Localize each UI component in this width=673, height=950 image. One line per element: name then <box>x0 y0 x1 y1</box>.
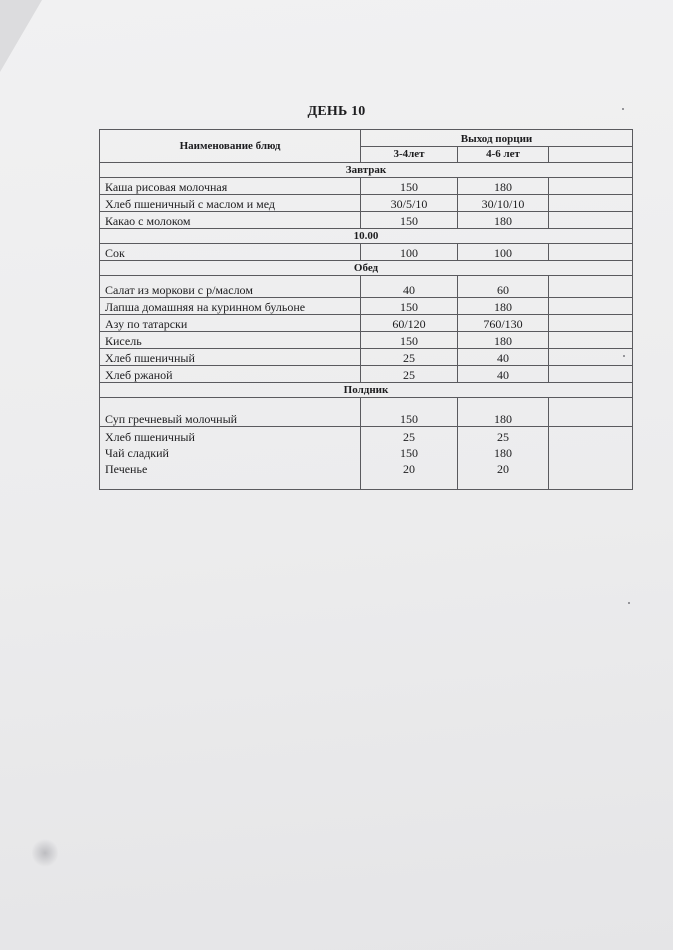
portion-4-6: 180 <box>458 332 549 349</box>
portion-4-6: 760/130 <box>458 315 549 332</box>
portion-3-4: 25 <box>403 430 415 444</box>
table-row <box>100 349 633 366</box>
portion-3-4: 30/5/10 <box>361 195 458 212</box>
dish-name: Лапша домашняя на куринном бульоне <box>100 298 361 315</box>
table-row <box>100 178 633 195</box>
empty-cell <box>549 212 633 229</box>
age-3-4-header: 3-4лет <box>361 146 458 163</box>
portion-4-6: 100 <box>458 244 549 261</box>
section-afternoon: Полдник <box>100 383 633 398</box>
menu-table <box>99 129 633 490</box>
dish-name: Хлеб пшеничный <box>105 430 195 444</box>
portion-3-4-list <box>361 427 458 490</box>
portion-3-4: 25 <box>361 366 458 383</box>
dish-name: Печенье <box>105 462 148 476</box>
portion-4-6: 25 <box>497 430 509 444</box>
portion-4-6: 40 <box>458 349 549 366</box>
page-title: ДЕНЬ 10 <box>307 104 366 119</box>
dish-name-header: Наименование блюд <box>100 130 361 163</box>
empty-cell <box>549 298 633 315</box>
portion-4-6: 180 <box>458 398 549 427</box>
folded-corner <box>0 0 42 72</box>
portion-3-4: 150 <box>361 332 458 349</box>
empty-cell <box>549 244 633 261</box>
table-row <box>100 398 633 427</box>
section-lunch: Обед <box>100 261 633 276</box>
table-row <box>100 212 633 229</box>
portion-3-4: 60/120 <box>361 315 458 332</box>
portion-4-6: 20 <box>497 462 509 476</box>
portion-3-4: 150 <box>361 178 458 195</box>
table-row <box>100 298 633 315</box>
portion-4-6-list <box>458 427 549 490</box>
empty-cell <box>549 427 633 490</box>
table-row <box>100 195 633 212</box>
portion-4-6: 60 <box>458 276 549 298</box>
portion-3-4: 40 <box>361 276 458 298</box>
dish-name: Хлеб ржаной <box>100 366 361 383</box>
dish-name: Суп гречневый молочный <box>100 398 361 427</box>
table-row <box>100 276 633 298</box>
table-row <box>100 366 633 383</box>
empty-cell <box>549 366 633 383</box>
dish-name: Хлеб пшеничный <box>100 349 361 366</box>
paper-smudge <box>32 838 58 868</box>
portion-4-6: 180 <box>458 298 549 315</box>
dish-name-list <box>100 427 361 490</box>
portion-header: Выход порции <box>361 130 633 147</box>
empty-cell <box>549 178 633 195</box>
age-4-6-header: 4-6 лет <box>458 146 549 163</box>
portion-3-4: 150 <box>361 212 458 229</box>
paper-speck <box>628 602 630 604</box>
dish-name: Кисель <box>100 332 361 349</box>
portion-3-4: 20 <box>403 462 415 476</box>
portion-4-6: 180 <box>458 212 549 229</box>
dish-name: Хлеб пшеничный с маслом и мед <box>100 195 361 212</box>
portion-4-6: 40 <box>458 366 549 383</box>
empty-cell <box>549 315 633 332</box>
section-1000: 10.00 <box>100 229 633 244</box>
empty-header-cell <box>549 146 633 163</box>
table-row <box>100 244 633 261</box>
portion-3-4: 150 <box>361 398 458 427</box>
empty-cell <box>549 276 633 298</box>
dish-name: Сок <box>100 244 361 261</box>
header-row <box>100 130 633 147</box>
table-row-group <box>100 427 633 490</box>
empty-cell <box>549 349 633 366</box>
dish-name: Салат из моркови с р/маслом <box>100 276 361 298</box>
dish-name: Азу по татарски <box>100 315 361 332</box>
portion-3-4: 100 <box>361 244 458 261</box>
empty-cell <box>549 332 633 349</box>
portion-4-6: 180 <box>494 446 512 460</box>
dish-name: Каша рисовая молочная <box>100 178 361 195</box>
portion-3-4: 150 <box>361 298 458 315</box>
empty-cell <box>549 398 633 427</box>
section-breakfast: Завтрак <box>100 163 633 178</box>
portion-3-4: 150 <box>400 446 418 460</box>
portion-4-6: 180 <box>458 178 549 195</box>
empty-cell <box>549 195 633 212</box>
table-row <box>100 332 633 349</box>
portion-3-4: 25 <box>361 349 458 366</box>
dish-name: Какао с молоком <box>100 212 361 229</box>
table-row <box>100 315 633 332</box>
dish-name: Чай сладкий <box>105 446 169 460</box>
portion-4-6: 30/10/10 <box>458 195 549 212</box>
